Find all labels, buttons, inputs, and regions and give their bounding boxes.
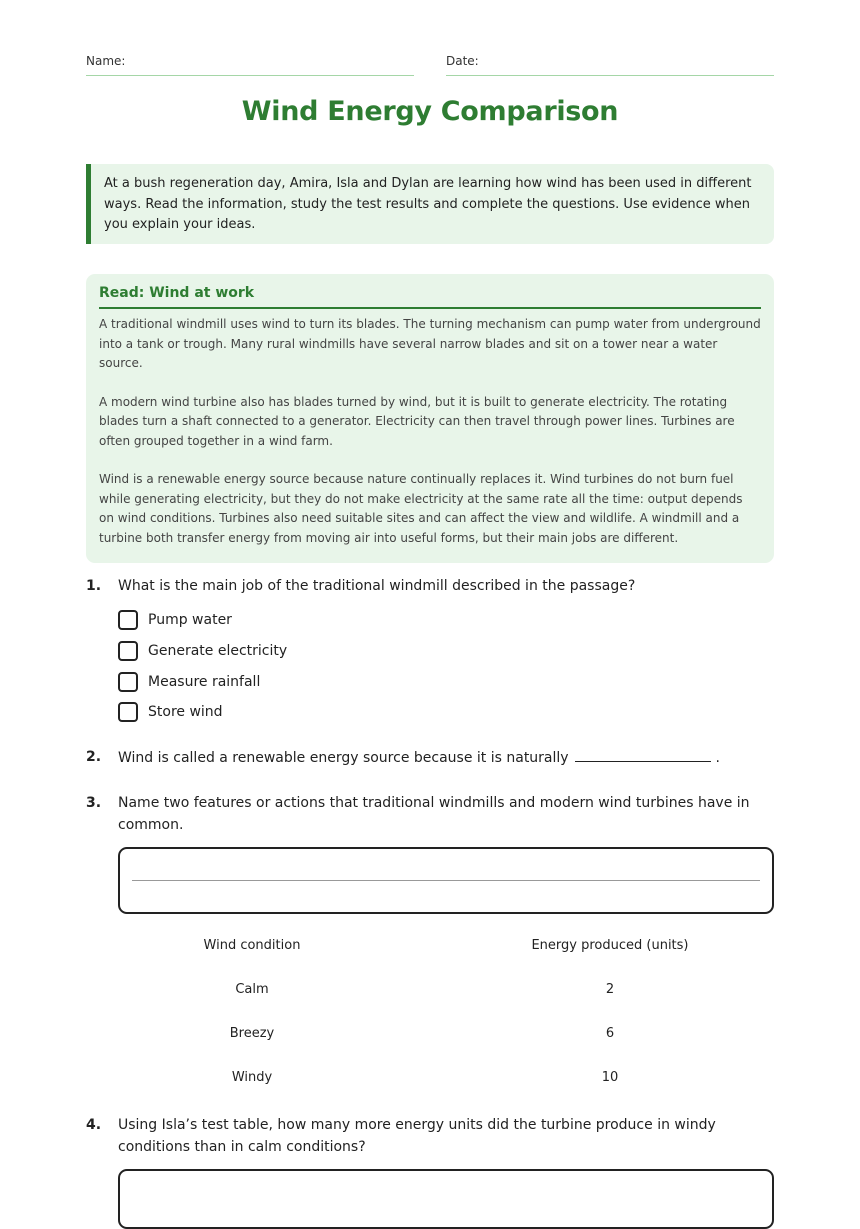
column-header: Energy produced (units) [531,938,689,953]
option-pump-water[interactable] [118,608,232,632]
answer-line [132,880,760,881]
table-cell: Breezy [229,1026,275,1041]
table-cell: Windy [231,1070,273,1085]
question-text: Using Isla’s test table, how many more energy units did the turbine produce in windy conditions than in calm conditions? [118,1117,716,1155]
option-label: Generate electricity [148,643,288,659]
date-field[interactable] [446,54,774,76]
reading-paragraph: A traditional windmill uses wind to turn its blades. The turning mechanism can pump water from underground into a tank or trough. Many rural windmills have several narrow blades and sit on a tower near a water source. [99,317,761,370]
option-generate-electricity[interactable] [118,639,287,663]
reading-title: Read: Wind at work [99,285,761,309]
page-title: Wind Energy Comparison [241,96,619,127]
table-cell: 2 [605,982,615,997]
name-label: Name: [86,54,126,68]
table-cell: 6 [605,1026,615,1041]
question-1 [86,576,774,598]
date-label: Date: [446,54,479,68]
table-cell: Calm [235,982,269,997]
table-row [118,974,774,1018]
question-number: 4. [86,1117,102,1133]
test-results-table [118,930,774,1106]
question-text: What is the main job of the traditional windmill described in the passage? [118,578,636,594]
answer-box-q3[interactable] [118,847,774,914]
question-text: Wind is called a renewable energy source because it is naturally [118,750,569,766]
sentence-end: . [715,750,720,766]
table-header-row [118,930,774,974]
answer-box-q4[interactable] [118,1169,774,1229]
question-number: 2. [86,749,102,765]
header-fields [86,54,774,76]
option-store-wind[interactable] [118,700,223,724]
reading-panel [86,274,774,563]
checkbox[interactable] [118,641,138,661]
question-4 [86,1115,774,1158]
option-measure-rainfall[interactable] [118,670,260,694]
option-label: Pump water [148,612,232,628]
option-label: Measure rainfall [148,674,261,690]
table-cell: 10 [601,1070,619,1085]
question-number: 1. [86,578,102,594]
question-number: 3. [86,795,102,811]
intro-callout: At a bush regeneration day, Amira, Isla and Dylan are learning how wind has been used in different ways. Read the information, study the test results and complete the questions. Use evidence when you explain your ideas. [86,164,774,244]
question-3 [86,793,774,836]
option-label: Store wind [148,704,223,720]
reading-paragraph: A modern wind turbine also has blades turned by wind, but it is built to generate electricity. The rotating blades turn a shaft connected to a generator. Electricity can then travel through power lines. Turbines are often grouped together in a wind farm. [99,394,735,448]
checkbox[interactable] [118,610,138,630]
table-row [118,1062,774,1106]
name-field[interactable] [86,54,414,76]
checkbox[interactable] [118,702,138,722]
fill-blank[interactable] [575,747,711,762]
question-2 [86,747,774,770]
checkbox[interactable] [118,672,138,692]
table-row [118,1018,774,1062]
reading-paragraph: Wind is a renewable energy source because nature continually replaces it. Wind turbines do not burn fuel while generating electricity, but they do not make electricity at the same rate all the time: output depends on wind conditions. Turbines also need suitable sites and can affect the view and wildlife. A windmill and a turbine both transfer energy from moving air into useful forms, but their main jobs are different. [99,472,743,545]
question-text: Name two features or actions that traditional windmills and modern wind turbines have in common. [118,795,750,833]
column-header: Wind condition [203,938,301,953]
